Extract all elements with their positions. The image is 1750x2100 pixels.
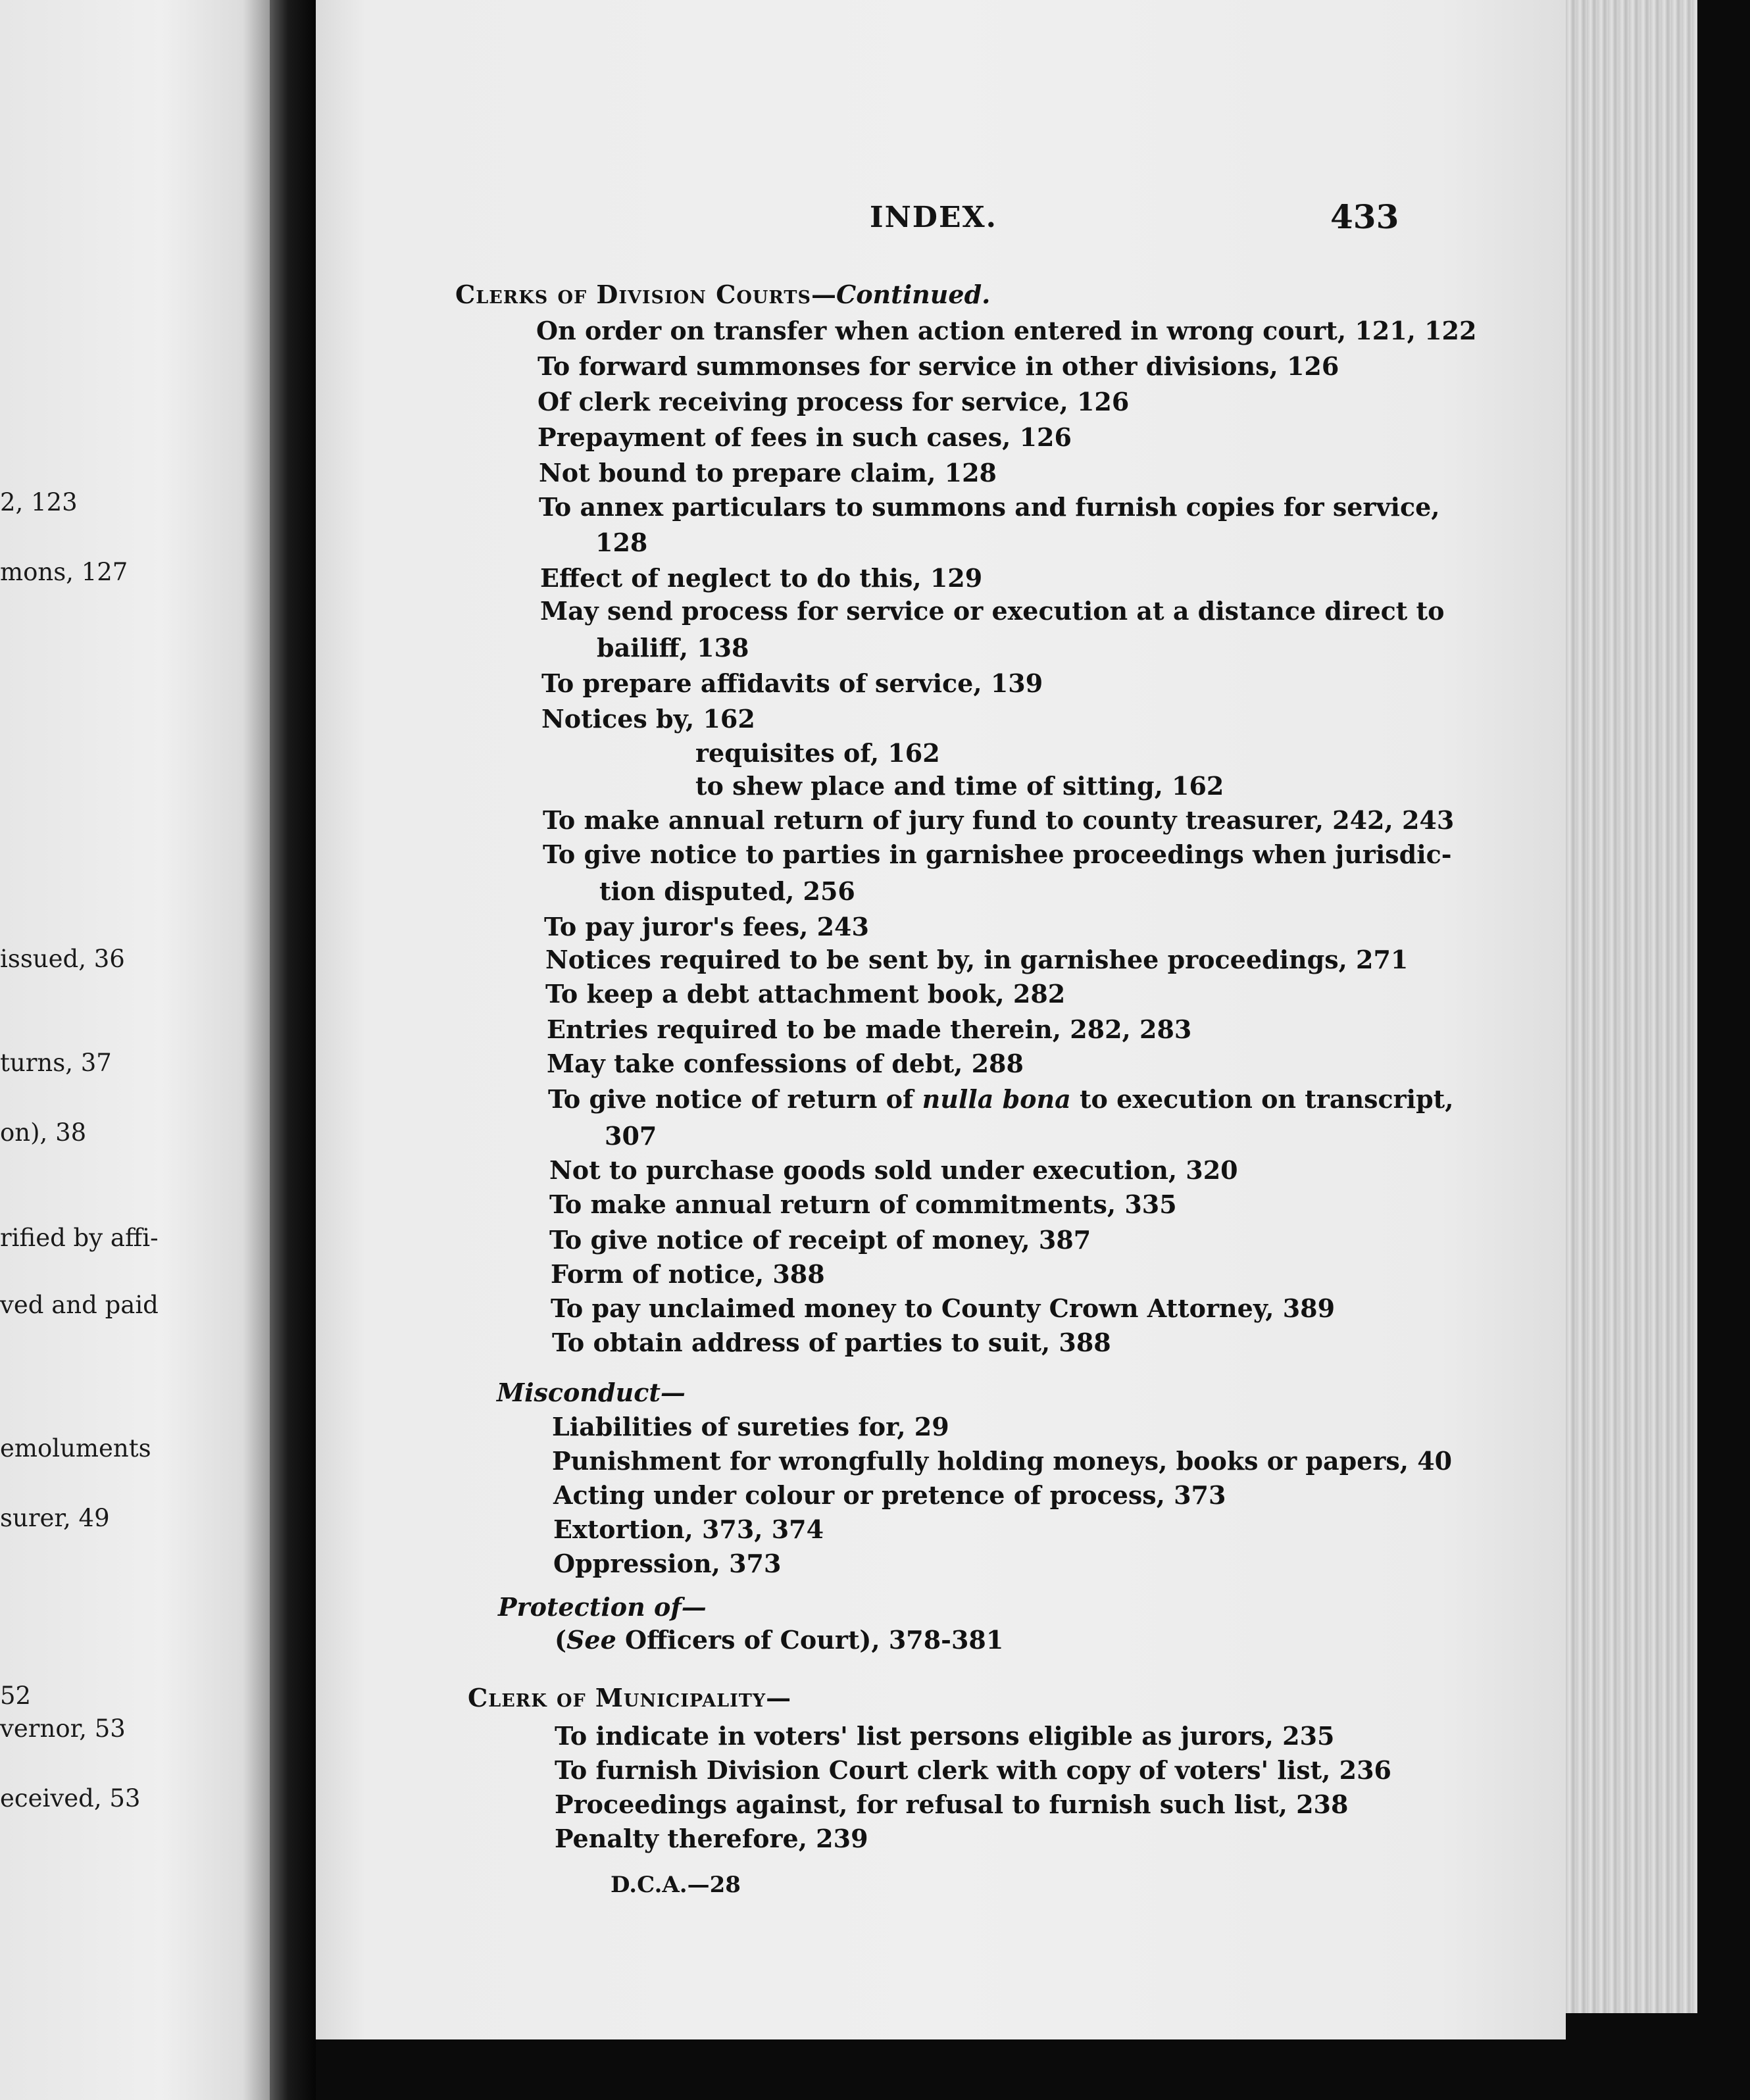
index-entry: Liabilities of sureties for, 29 [552, 1412, 949, 1441]
index-entry [548, 1084, 1453, 1114]
index-entry: Notices by, 162 [541, 704, 755, 734]
index-entry: To pay juror's fees, 243 [544, 912, 869, 941]
page-number: 433 [1330, 197, 1399, 236]
index-subentry: requisites of, 162 [695, 738, 940, 768]
left-page-fragment: mons, 127 [0, 558, 128, 586]
index-heading: Clerk of Municipality— [468, 1683, 792, 1713]
index-entry-continuation: 128 [595, 528, 648, 557]
index-entry: Penalty therefore, 239 [555, 1824, 868, 1853]
index-entry-continuation: tion disputed, 256 [599, 876, 855, 906]
index-entry: To indicate in voters' list persons eligible as jurors, 235 [555, 1721, 1335, 1751]
index-entry: To make annual return of commitments, 335 [549, 1189, 1177, 1219]
left-page-fragment: 2, 123 [0, 488, 78, 516]
book-gutter [270, 0, 316, 2100]
heading-dash: — [811, 280, 836, 309]
left-page-fragment: 52 [0, 1682, 32, 1710]
left-page-fragment: vernor, 53 [0, 1714, 126, 1743]
index-entry: To obtain address of parties to suit, 388 [552, 1328, 1111, 1357]
entry-see: See [566, 1625, 616, 1655]
index-entry: To give notice to parties in garnishee proceedings when jurisdic- [543, 839, 1452, 869]
index-entry: Prepayment of fees in such cases, 126 [538, 422, 1072, 452]
index-entry-continuation: 307 [605, 1121, 657, 1151]
index-entry: To make annual return of jury fund to county treasurer, 242, 243 [543, 805, 1455, 835]
heading-text: Clerks of Division Courts [455, 280, 811, 309]
index-entry: On order on transfer when action entered in wrong court, 121, 122 [536, 316, 1477, 345]
left-page-fragment: on), 38 [0, 1118, 87, 1147]
left-facing-page [0, 0, 270, 2100]
index-entry: Not to purchase goods sold under execution, 320 [549, 1155, 1238, 1185]
left-page-fragment: eceived, 53 [0, 1784, 141, 1813]
index-entry: May send process for service or execution at a distance direct to [540, 596, 1445, 626]
index-entry: Acting under colour or pretence of process, 373 [553, 1480, 1226, 1510]
index-entry: To pay unclaimed money to County Crown Attorney, 389 [551, 1293, 1336, 1323]
index-subheading: Protection of— [498, 1592, 707, 1622]
index-entry: To give notice of receipt of money, 387 [549, 1225, 1091, 1255]
left-page-fragment: emoluments [0, 1434, 151, 1462]
index-entry: To prepare affidavits of service, 139 [541, 668, 1043, 698]
index-entry: Entries required to be made therein, 282, 283 [547, 1014, 1192, 1044]
index-subheading: Misconduct— [497, 1378, 686, 1407]
index-entry: Not bound to prepare claim, 128 [539, 458, 997, 488]
entry-text: To give notice of return of [548, 1084, 922, 1114]
index-entry [555, 1625, 1003, 1655]
left-page-fragment: rified by affi- [0, 1224, 159, 1252]
left-page-fragment: issued, 36 [0, 945, 125, 973]
index-entry: Punishment for wrongfully holding moneys, books or papers, 40 [552, 1446, 1453, 1476]
index-entry: Oppression, 373 [553, 1549, 782, 1578]
index-entry: May take confessions of debt, 288 [547, 1049, 1024, 1078]
index-entry: Of clerk receiving process for service, 126 [538, 387, 1130, 416]
signature-mark: D.C.A.—28 [611, 1872, 741, 1898]
index-entry-continuation: bailiff, 138 [597, 633, 749, 662]
index-entry: Form of notice, 388 [551, 1259, 825, 1289]
index-entry: Notices required to be sent by, in garnishee proceedings, 271 [545, 945, 1409, 974]
running-head: INDEX. [870, 201, 997, 234]
page-stack-edges [1566, 0, 1697, 2013]
index-entry: To keep a debt attachment book, 282 [545, 979, 1066, 1009]
index-entry: Proceedings against, for refusal to furnish such list, 238 [555, 1789, 1349, 1819]
index-entry: To forward summonses for service in other divisions, 126 [538, 351, 1339, 381]
entry-text: to execution on transcript, [1070, 1084, 1454, 1114]
index-heading [455, 280, 990, 309]
entry-text: Officers of Court), 378-381 [616, 1625, 1004, 1655]
left-page-fragment: surer, 49 [0, 1504, 110, 1532]
entry-paren: ( [555, 1625, 566, 1655]
entry-latin-term: nulla bona [922, 1084, 1071, 1114]
index-entry: To furnish Division Court clerk with copy of voters' list, 236 [555, 1755, 1391, 1785]
index-subentry: to shew place and time of sitting, 162 [695, 771, 1224, 801]
left-page-fragment: turns, 37 [0, 1049, 112, 1077]
index-entry: Effect of neglect to do this, 129 [540, 563, 983, 593]
index-entry: Extortion, 373, 374 [553, 1514, 824, 1544]
index-entry: To annex particulars to summons and furnish copies for service, [539, 492, 1440, 522]
left-page-fragment: ved and paid [0, 1291, 159, 1319]
heading-continued: Continued. [836, 280, 991, 309]
